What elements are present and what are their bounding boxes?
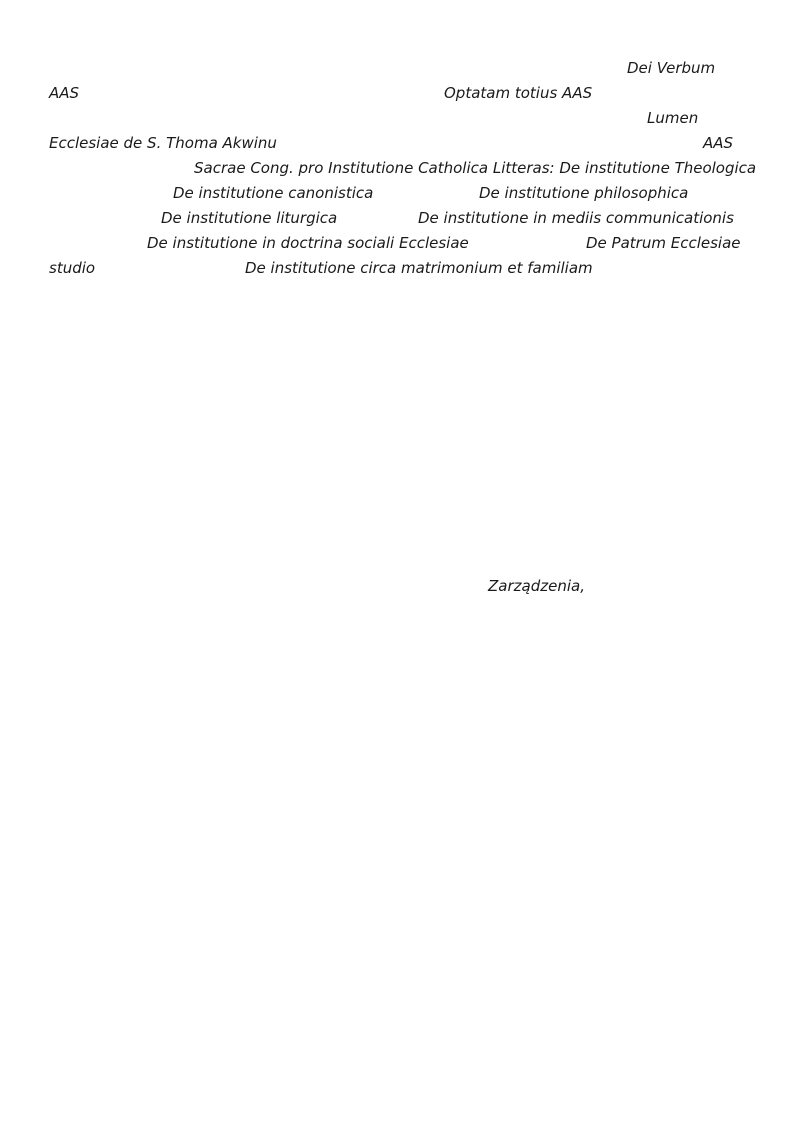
ref-aas: AAS [703, 134, 734, 152]
ref-studio: studio [49, 259, 96, 277]
ref-institutione-mediis: De institutione in mediis communicationis [418, 209, 734, 227]
ref-patrum-ecclesiae: De Patrum Ecclesiae [586, 234, 741, 252]
ref-institutione-doctrina: De institutione in doctrina sociali Ecclesiae [147, 234, 469, 252]
ref-aas: AAS [49, 84, 80, 102]
ref-ecclesiae-thoma: Ecclesiae de S. Thoma Akwinu [49, 134, 277, 152]
ref-institutione-canonistica: De institutione canonistica [173, 184, 374, 202]
ref-institutione-matrimonium: De institutione circa matrimonium et familiam [245, 259, 593, 277]
ref-sacrae-cong: Sacrae Cong. pro Institutione Catholica Litteras: De institutione Theologica [194, 159, 757, 177]
ref-zarzadzenia: Zarządzenia, [488, 577, 585, 595]
ref-dei-verbum: Dei Verbum [627, 59, 716, 77]
ref-optatam-totius: Optatam totius AAS [444, 84, 593, 102]
ref-institutione-liturgica: De institutione liturgica [161, 209, 338, 227]
ref-institutione-philosophica: De institutione philosophica [479, 184, 689, 202]
ref-lumen: Lumen [647, 109, 699, 127]
